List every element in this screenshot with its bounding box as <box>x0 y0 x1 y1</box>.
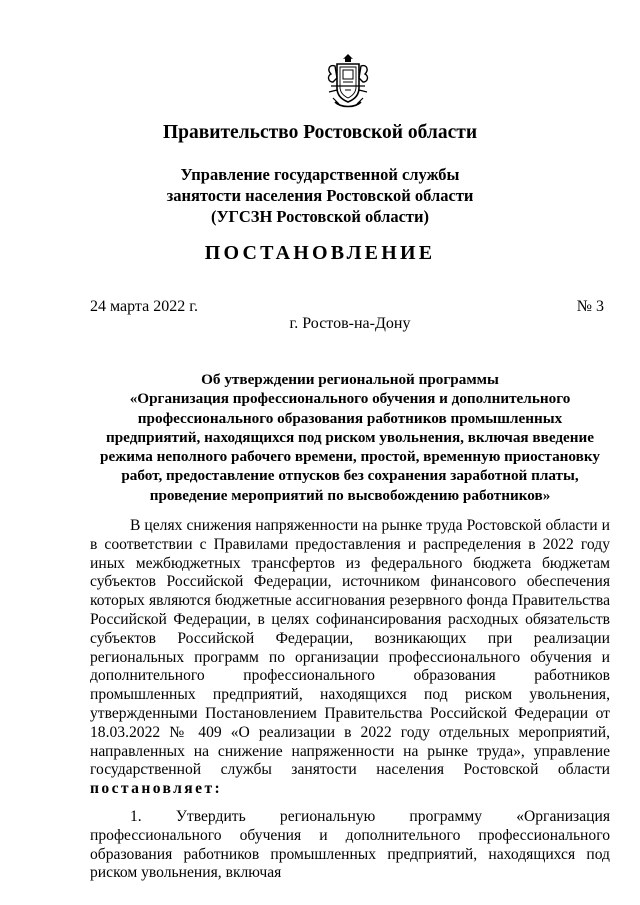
subject-line: Об утверждении региональной программы <box>201 371 499 388</box>
department-line: (УГСЗН Ростовской области) <box>210 207 430 226</box>
government-name: Правительство Ростовской области <box>162 122 478 143</box>
decree-word: постановляет: <box>90 780 223 798</box>
document-type-title: ПОСТАНОВЛЕНИЕ <box>204 242 436 264</box>
document-date: 24 марта 2022 г. <box>90 298 198 315</box>
document-city: г. Ростов-на-Дону <box>289 315 411 332</box>
department-name <box>0 164 640 227</box>
document-number: № 3 <box>576 298 604 315</box>
subject-line: «Организация профессионального обучения и дополнительного <box>129 390 571 408</box>
document-body <box>90 517 610 883</box>
coat-of-arms-emblem <box>325 52 371 110</box>
document-subject <box>90 370 610 505</box>
department-line: Управление государственной службы <box>180 165 460 184</box>
subject-line: предприятий, находящихся под риском увольнения, включая введение <box>105 428 595 446</box>
subject-line: режима неполного рабочего времени, простой, временную приостановку <box>100 448 600 466</box>
subject-line: профессионального образования работников промышленных <box>137 409 563 427</box>
item-1-paragraph: 1. Утвердить региональную программу «Организация профессионального обучения и дополнительного профессионального образования работников промышленных предприятий, находящихся под риском увольнения, включая <box>90 807 610 882</box>
preamble-text: В целях снижения напряженности на рынке труда Ростовской области и в соответствии с Правилами предоставления и распределения в 2022 году иных межбюджетных трансфертов из федерального бюджета бюджетам субъектов Российской Федерации, источником финансового обеспечения которых являются бюджетные ассигнования резервного фонда Правительства Российской Федерации, в целях софинансирования расходных обязательств субъектов Российской Федерации, возникающих при реализации региональных программ по организации профессионального обучения и дополнительного профессионального образования работников промышленных предприятий, находящихся под риском увольнения, утвержденными Постановлением Правительства Российской Федерации от 18.03.2022 № 409 «О реализации в 2022 году отдельных мероприятий, направленных на снижение напряженности на рынке труда», управление государственной службы занятости населения Ростовской области <box>90 517 610 779</box>
subject-line: работ, предоставление отпусков без сохранения заработной платы, <box>121 467 579 485</box>
preamble-paragraph <box>90 517 610 799</box>
department-line: занятости населения Ростовской области <box>166 186 474 205</box>
subject-line: проведение мероприятий по высвобождению работников» <box>149 486 551 504</box>
